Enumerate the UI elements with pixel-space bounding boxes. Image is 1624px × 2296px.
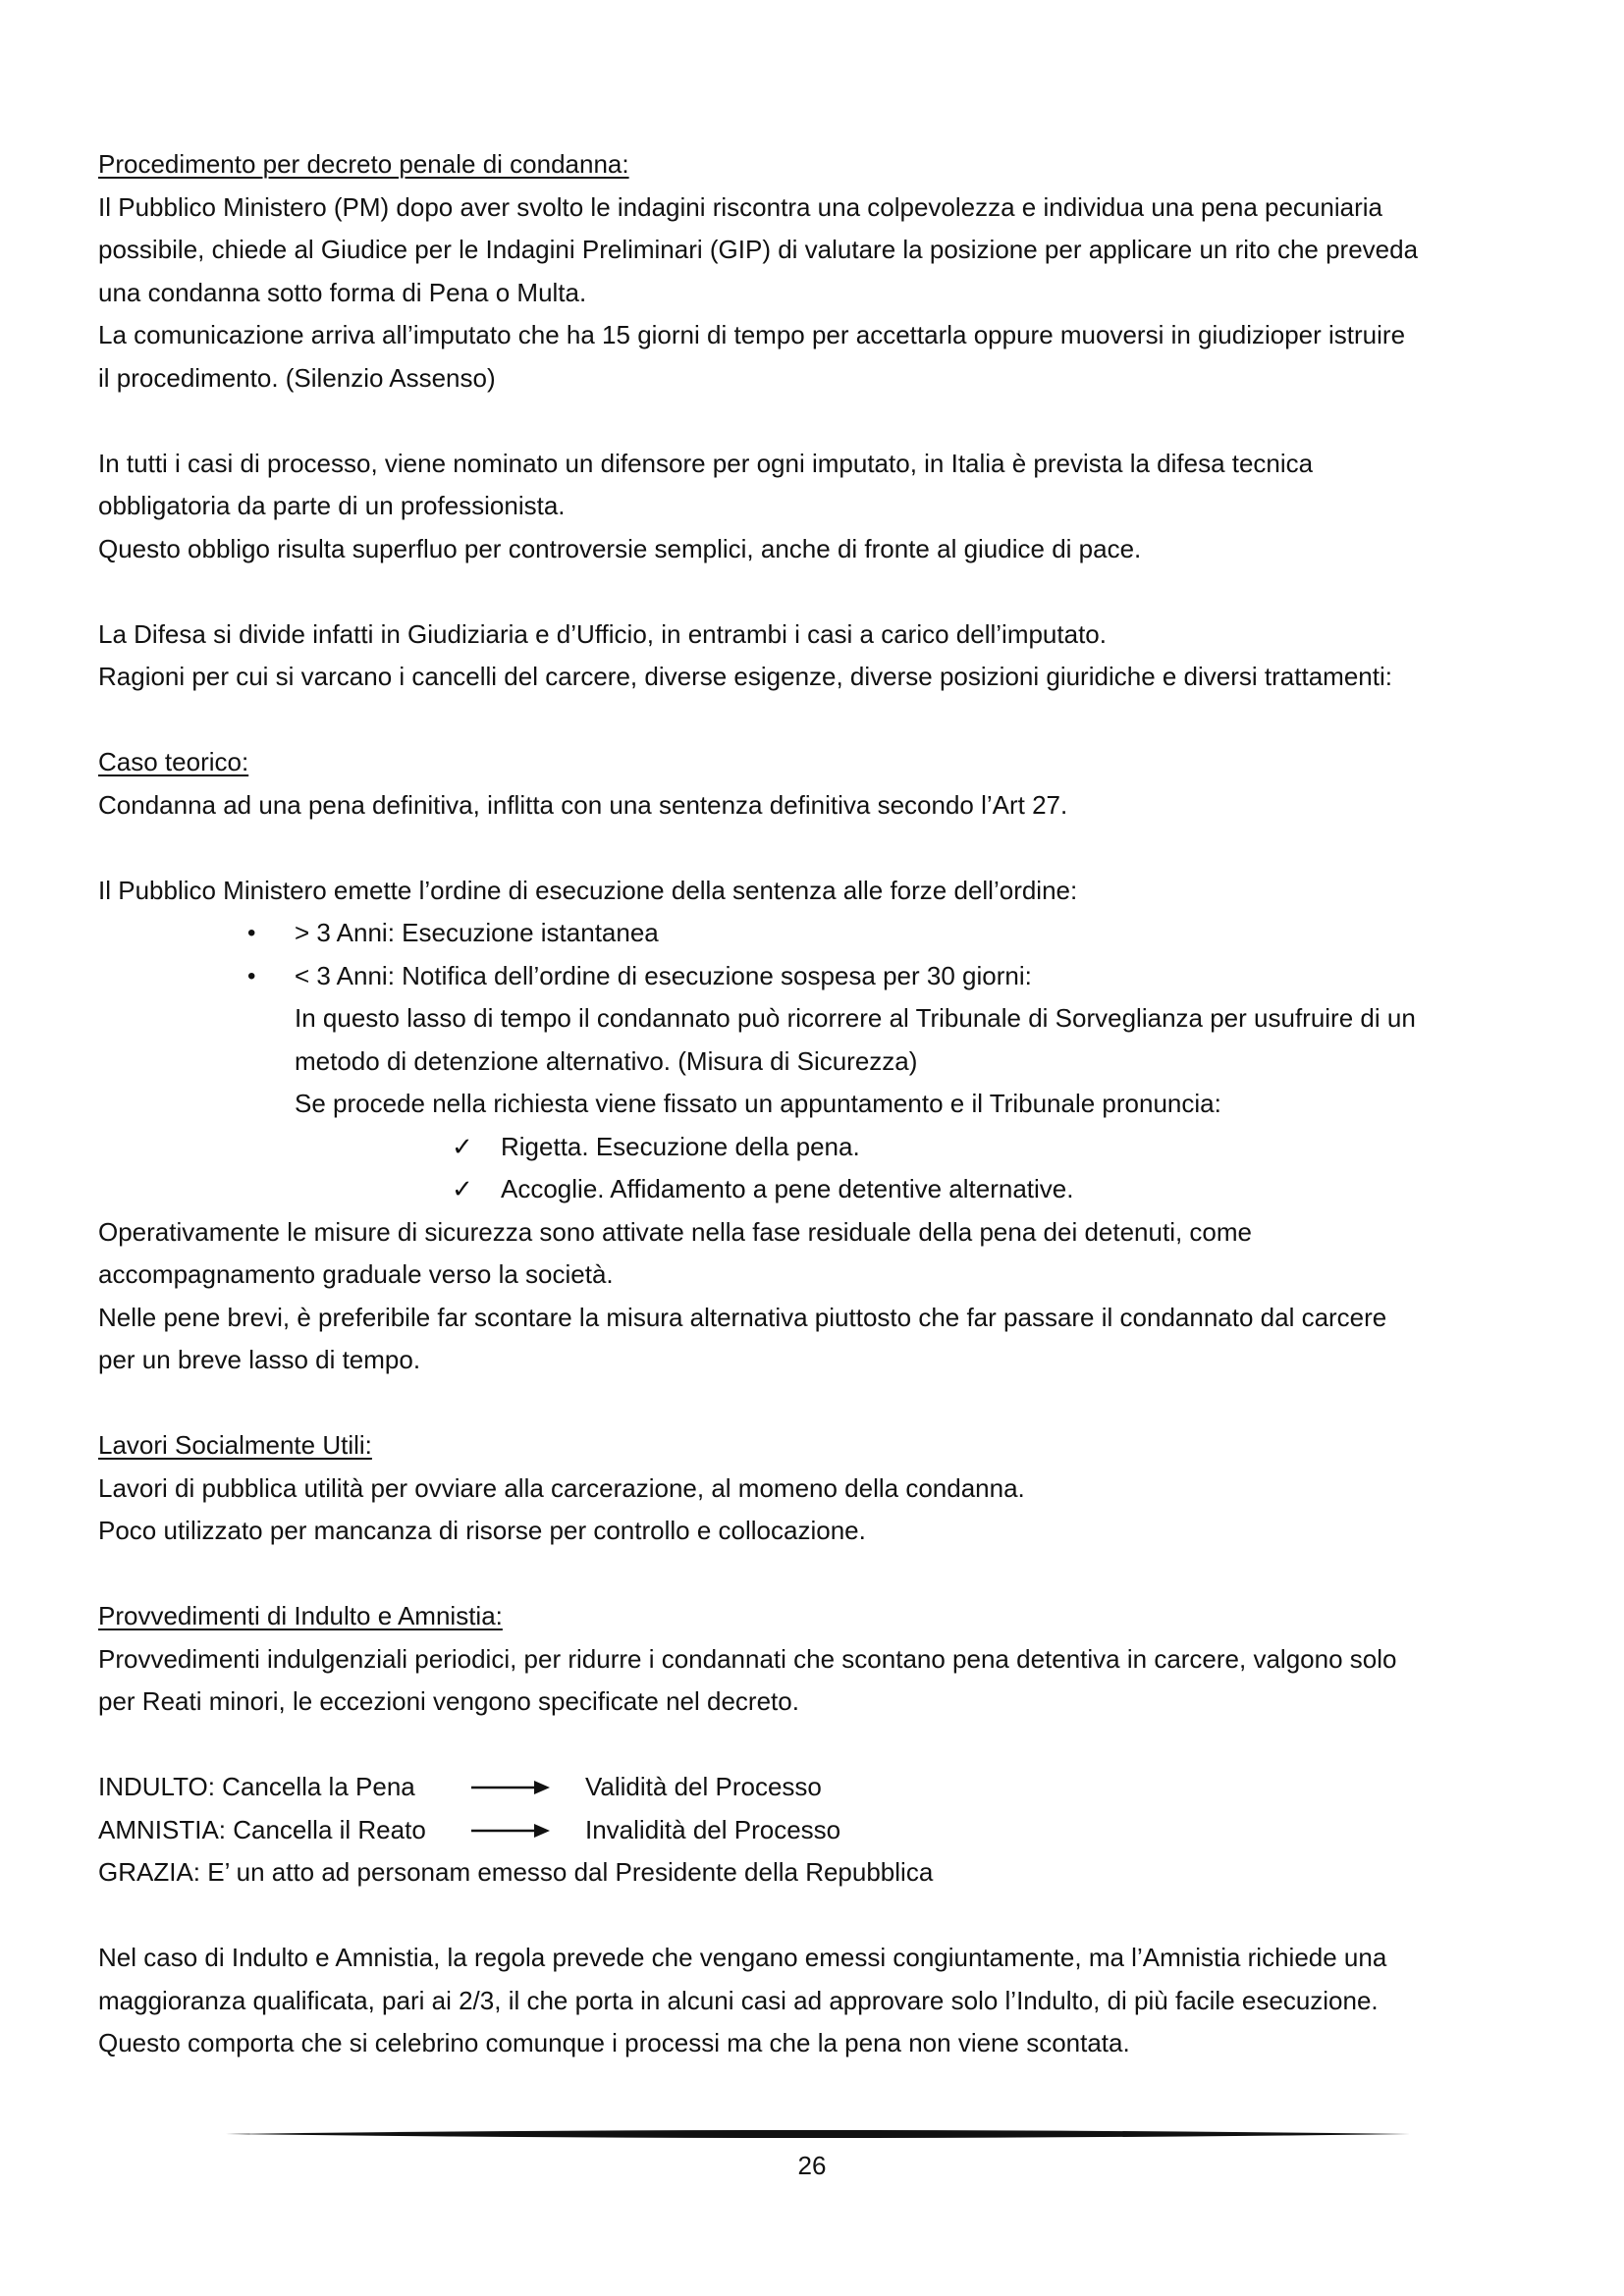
definition-row-grazia: GRAZIA: E’ un atto ad personam emesso dal Presidente della Repubblica: [98, 1857, 934, 1887]
check-item: [98, 1168, 1551, 1211]
section-heading: Provvedimenti di Indulto e Amnistia:: [98, 1601, 503, 1630]
text-line: una condanna sotto forma di Pena o Multa.: [98, 277, 587, 307]
text-line: metodo di detenzione alternativo. (Misura di Sicurezza): [295, 1045, 918, 1076]
text-line: Il Pubblico Ministero emette l’ordine di esecuzione della sentenza alle forze dell’ordine:: [98, 875, 1078, 905]
page-number: 26: [797, 2151, 827, 2180]
list-item-text: < 3 Anni: Notifica dell’ordine di esecuzione sospesa per 30 giorni:: [295, 960, 1032, 990]
text-line: per Reati minori, le eccezioni vengono specificate nel decreto.: [98, 1686, 799, 1716]
definition-term: AMNISTIA: Cancella il Reato: [98, 1814, 426, 1844]
check-item: [98, 1126, 1551, 1169]
text-line: Il Pubblico Ministero (PM) dopo aver svolto le indagini riscontra una colpevolezza e individua una pena pecuniaria: [98, 191, 1382, 222]
text-line: obbligatoria da parte di un professionista.: [98, 491, 566, 520]
section-heading: Procedimento per decreto penale di condanna:: [98, 149, 629, 179]
text-line: Nelle pene brevi, è preferibile far scontare la misura alternativa piuttosto che far passare il condannato dal carcere: [98, 1302, 1387, 1332]
text-line: il procedimento. (Silenzio Assenso): [98, 362, 496, 393]
text-line: Nel caso di Indulto e Amnistia, la regola prevede che vengano emessi congiuntamente, ma l’Amnistia richiede una: [98, 1943, 1387, 1972]
text-line: per un breve lasso di tempo.: [98, 1345, 421, 1374]
text-line: Condanna ad una pena definitiva, inflitta con una sentenza definitiva secondo l’Art 27.: [98, 789, 1068, 820]
arrow-right-icon: [469, 1778, 552, 1797]
footer-divider: [226, 2126, 1410, 2142]
text-line: Lavori di pubblica utilità per ovviare alla carcerazione, al momeno della condanna.: [98, 1472, 1025, 1503]
text-line: La comunicazione arriva all’imputato che ha 15 giorni di tempo per accettarla oppure muoversi in giudizioper istruire: [98, 320, 1406, 349]
definition-term: INDULTO: Cancella la Pena: [98, 1772, 415, 1801]
definition-result: Validità del Processo: [585, 1772, 822, 1801]
arrow-right-icon: [469, 1821, 552, 1841]
text-line: Operativamente le misure di sicurezza sono attivate nella fase residuale della pena dei detenuti, come: [98, 1216, 1253, 1247]
check-item-text: Accoglie. Affidamento a pene detentive alternative.: [501, 1174, 1074, 1203]
list-item-text: > 3 Anni: Esecuzione istantanea: [295, 918, 659, 947]
page-body: [98, 143, 1551, 2065]
definition-row-amnistia: [98, 1809, 1551, 1852]
text-line: accompagnamento graduale verso la società.: [98, 1259, 614, 1289]
checkmark-icon: ✓: [452, 1131, 473, 1161]
bullet-icon: •: [247, 962, 256, 989]
section-heading: Lavori Socialmente Utili:: [98, 1430, 372, 1460]
check-item-text: Rigetta. Esecuzione della pena.: [501, 1131, 860, 1161]
text-line: possibile, chiede al Giudice per le Indagini Preliminari (GIP) di valutare la posizione per applicare un rito che preveda: [98, 235, 1419, 264]
text-line: Questo obbligo risulta superfluo per controversie semplici, anche di fronte al giudice di pace.: [98, 533, 1142, 563]
list-item: [98, 955, 1551, 998]
text-line: maggioranza qualificata, pari ai 2/3, il che porta in alcuni casi ad approvare solo l’Indulto, di più facile esecuzione.: [98, 1985, 1379, 2015]
text-line: Provvedimenti indulgenziali periodici, per ridurre i condannati che scontano pena detentiva in carcere, valgono solo: [98, 1643, 1397, 1674]
text-line: In tutti i casi di processo, viene nominato un difensore per ogni imputato, in Italia è prevista la difesa tecnica: [98, 448, 1314, 478]
text-line: La Difesa si divide infatti in Giudiziaria e d’Ufficio, in entrambi i casi a carico dell’imputato.: [98, 618, 1107, 649]
text-line: Se procede nella richiesta viene fissato un appuntamento e il Tribunale pronuncia:: [295, 1089, 1221, 1118]
text-line: In questo lasso di tempo il condannato può ricorrere al Tribunale di Sorveglianza per usufruire di un: [295, 1003, 1416, 1033]
checkmark-icon: ✓: [452, 1174, 473, 1203]
text-line: Ragioni per cui si varcano i cancelli del carcere, diverse esigenze, diverse posizioni giuridiche e diversi trattamenti:: [98, 662, 1392, 691]
text-line: Poco utilizzato per mancanza di risorse per controllo e collocazione.: [98, 1516, 866, 1545]
bullet-icon: •: [247, 920, 256, 946]
list-item: [98, 912, 1551, 955]
text-line: Questo comporta che si celebrino comunque i processi ma che la pena non viene scontata.: [98, 2028, 1130, 2057]
definition-row-indulto: [98, 1766, 1551, 1809]
section-heading: Caso teorico:: [98, 747, 249, 776]
definition-result: Invalidità del Processo: [585, 1814, 841, 1844]
